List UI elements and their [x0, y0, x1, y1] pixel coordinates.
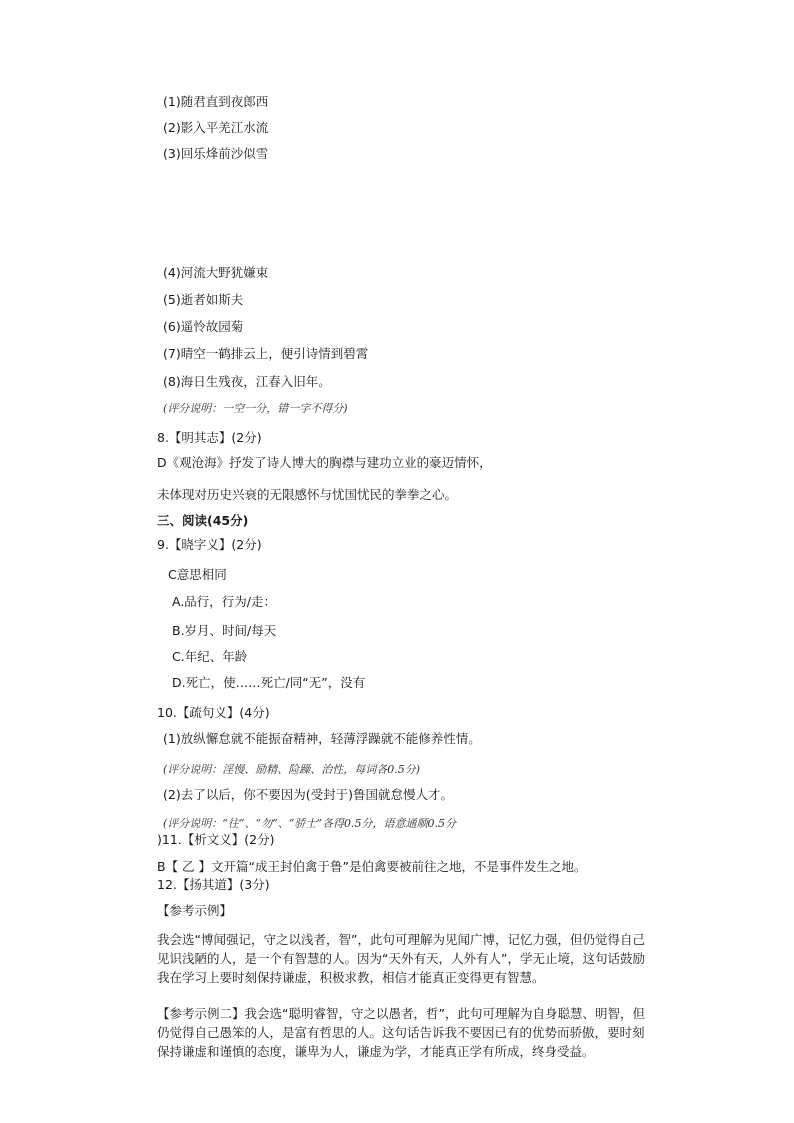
- q9-answer: C意思相同: [168, 567, 227, 582]
- answer-2: (2)影入平羌江水流: [163, 120, 269, 135]
- answer-4: (4)河流大野犹嫌束: [163, 265, 269, 280]
- answer-6: (6)遥怜故园菊: [163, 319, 244, 334]
- q8-title: 8.【明其志】(2分): [157, 430, 262, 445]
- scoring-note-1: (评分说明：一空一分，错一字不得分): [163, 402, 348, 415]
- q8-line-1: D《观沧海》抒发了诗人博大的胸襟与建功立业的豪迈情怀，: [157, 455, 492, 470]
- q11-answer: B【 乙 】文开篇“成王封伯禽于鲁”是伯禽要被前往之地，不是事件发生之地。: [157, 859, 587, 874]
- q10-note-2: (评分说明：“往”、“勿”、“骄士”各得0.5分，语意通顺0.5分: [163, 817, 457, 830]
- q10-title: 10.【疏句义】(4分): [157, 705, 270, 720]
- answer-8: (8)海日生残夜，江春入旧年。: [163, 374, 331, 389]
- q9-title: 9.【晓字义】(2分): [157, 537, 262, 552]
- q9-option-a: A.品行，行为/走：: [172, 594, 277, 609]
- q10-answer-1: (1)放纵懈怠就不能振奋精神，轻薄浮躁就不能修养性情。: [163, 731, 481, 746]
- q10-note-1: (评分说明：淫慢、励精、险躁、治性，每词各0.5分): [163, 763, 421, 776]
- q12-title: 12.【扬其道】(3分): [157, 877, 270, 892]
- q9-option-d: D.死亡，使……死亡/同“无”，没有: [172, 675, 366, 690]
- q10-answer-2: (2)去了以后，你不要因为(受封于)鲁国就怠慢人才。: [163, 787, 453, 802]
- q8-line-2: 未体现对历史兴衰的无限感怀与忧国忧民的拳拳之心。: [157, 487, 458, 502]
- answer-3: (3)回乐烽前沙似雪: [163, 146, 269, 161]
- answer-1: (1)随君直到夜郎西: [163, 94, 269, 109]
- q11-title: )11.【析文义】(2分): [157, 832, 275, 847]
- q9-option-b: B.岁月、时间/每天: [172, 623, 277, 638]
- q12-example-1-text: 我会选“博闻强记，守之以浅者，智”，此句可理解为见闻广博，记忆力强，但仍觉得自己见识浅陋的人，是一个有智慧的人。因为“天外有天，人外有人”，学无止境，这句话鼓励我在学习上要时刻保持谦虚，积极求教，相信才能真正变得更有智慧。: [157, 932, 645, 985]
- q12-example-2-text: 【参考示例二】我会选“聪明睿智，守之以愚者，哲”，此句可理解为自身聪慧、明智，但仍觉得自己愚笨的人，是富有哲思的人。这句话告诉我不要因已有的优势而骄傲，要时刻保持谦虚和谨慎的态度，谦卑为人，谦虚为学，才能真正学有所成，终身受益。: [157, 1006, 645, 1059]
- q9-option-c: C.年纪、年龄: [172, 649, 248, 664]
- section-3-heading: 三、阅读(45分): [157, 513, 249, 528]
- answer-7: (7)晴空一鹤排云上，便引诗情到碧霄: [163, 346, 369, 361]
- answer-5: (5)逝者如斯夫: [163, 292, 244, 307]
- q12-example-1-label: 【参考示例】: [157, 903, 233, 918]
